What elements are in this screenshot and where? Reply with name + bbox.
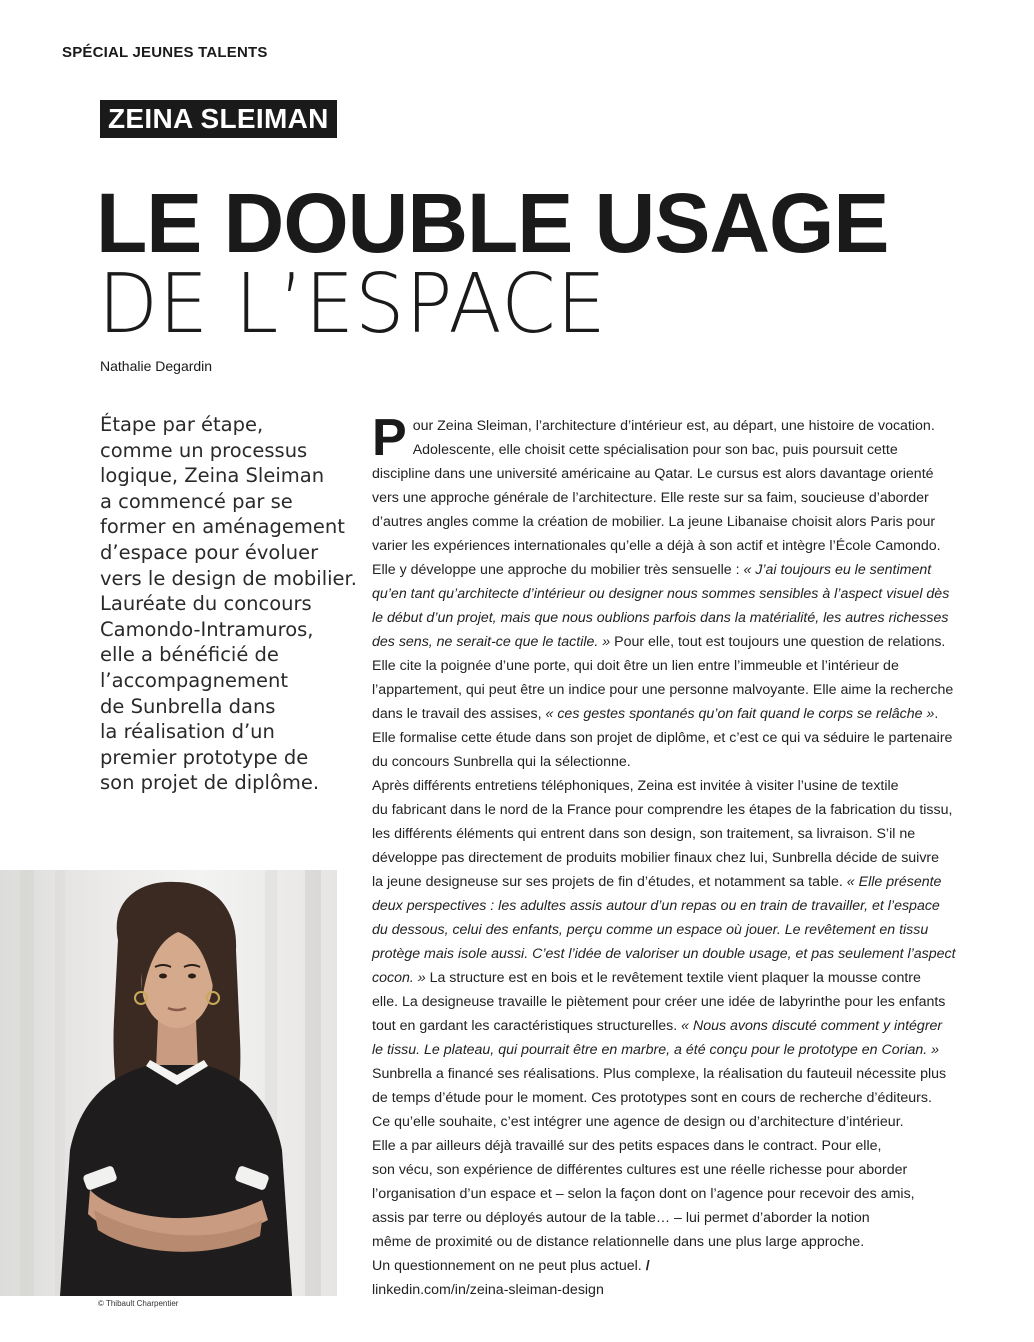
body-line: [372, 630, 962, 654]
body-text: du fabricant dans le nord de la France pour comprendre les étapes de la fabrication du tissu,: [372, 802, 953, 818]
body-text: discipline dans une université américaine au Qatar. Le cursus est alors davantage orienté: [372, 466, 934, 482]
body-line: [372, 558, 962, 582]
quote-text: protège mais isole aussi. C’est l’idée de valoriser un double usage, et pas seulement l’aspect: [372, 946, 956, 962]
lead-line: elle a bénéficié de: [100, 643, 279, 667]
lead-line: logique, Zeina Sleiman: [100, 464, 325, 488]
linkedin-link[interactable]: linkedin.com/in/zeina-sleiman-design: [372, 1282, 604, 1298]
body-text: Après différents entretiens téléphoniques, Zeina est invitée à visiter l’usine de textile: [372, 778, 899, 794]
article-body: [372, 409, 962, 1302]
body-line: [372, 654, 962, 678]
lead-line: la réalisation d’un: [100, 720, 275, 744]
lead-line: former en aménagement: [100, 515, 345, 539]
lead-line: Étape par étape,: [100, 413, 264, 436]
quote-text: du dessous, celui des enfants, perçu comme un espace où jouer. Le revêtement en tissu: [372, 922, 929, 938]
body-line: [372, 966, 962, 990]
quote-text: « Nous avons discuté comment y intégrer: [681, 1018, 943, 1034]
body-line: Adolescente, elle choisit cette spécialisation pour son bac, puis poursuit cette: [412, 442, 898, 458]
body-line: our Zeina Sleiman, l’architecture d’intérieur est, au départ, une histoire de vocation.: [412, 418, 935, 434]
body-line: [372, 606, 962, 630]
body-line: [372, 702, 962, 726]
body-line: [372, 1158, 962, 1182]
quote-text: « ces gestes spontanés qu’on fait quand le corps se relâche »: [545, 706, 935, 722]
lead-line: Lauréate du concours: [100, 592, 312, 616]
body-text: l’appartement, qui peut être un indice pour une personne malvoyante. Elle aime la recherche: [372, 682, 954, 698]
body-text: du concours Sunbrella qui la sélectionne.: [372, 754, 631, 770]
body-text: Elle cite la poignée d’une porte, qui doit être un lien entre l’immeuble et l’intérieur de: [372, 658, 899, 674]
headline-line-1: LE DOUBLE USAGE: [96, 176, 889, 270]
body-line: [372, 1014, 962, 1038]
body-text: Elle a par ailleurs déjà travaillé sur des petits espaces dans le contract. Pour elle,: [372, 1138, 882, 1154]
body-text: la jeune designeuse sur ses projets de fin d’études, et notamment sa table.: [372, 874, 847, 890]
body-line: [372, 1182, 962, 1206]
body-line: [372, 462, 962, 486]
body-line: [372, 1110, 962, 1134]
lead-line: vers le design de mobilier.: [100, 566, 357, 590]
body-text: de temps d’étude pour le moment. Ces prototypes sont en cours de recherche d’éditeurs.: [372, 1090, 932, 1106]
body-line: [372, 1254, 962, 1278]
body-text: même de proximité ou de distance relationnelle dans une plus large approche.: [372, 1234, 865, 1250]
body-text: vers une approche générale de l’architecture. Elle reste sur sa faim, soucieuse d’aborder: [372, 490, 929, 506]
body-line: [372, 678, 962, 702]
body-text: tout en gardant les caractéristiques structurelles.: [372, 1018, 682, 1034]
body-text: assis par terre ou déployés autour de la table… – lui permet d’aborder la notion: [372, 1210, 870, 1226]
portrait-photo: [0, 870, 337, 1296]
body-text: Elle formalise cette étude dans son projet de diplôme, et c’est ce qui va séduire le partenaire: [372, 730, 953, 746]
quote-text: deux perspectives : les adultes assis autour d’un repas ou en train de travailler, et l’espace: [372, 898, 940, 914]
lead-line: son projet de diplôme.: [100, 771, 320, 795]
body-line: [372, 750, 962, 774]
body-text: les différents éléments qui entrent dans son design, son traitement, sa livraison. S’il ne: [372, 826, 916, 842]
body-text: d’autres angles comme la création de mobilier. La jeune Libanaise choisit alors Paris pour: [372, 514, 936, 530]
body-line: [372, 510, 962, 534]
body-text: dans le travail des assises,: [372, 706, 546, 722]
body-line: [372, 846, 962, 870]
lead-line: Camondo-Intramuros,: [100, 617, 314, 641]
body-line: [372, 870, 962, 894]
lead-line: d’espace pour évoluer: [100, 540, 319, 564]
body-line: [372, 990, 962, 1014]
author-byline: Nathalie Degardin: [100, 358, 213, 374]
lead-line: de Sunbrella dans: [100, 694, 276, 718]
lead-line: a commencé par se: [100, 489, 293, 513]
body-line: [372, 1038, 962, 1062]
body-line: [372, 534, 962, 558]
name-tag: ZEINA SLEIMAN: [100, 100, 337, 138]
body-text: l’organisation d’un espace et – selon la façon dont on l’agence pour recevoir des amis,: [372, 1186, 915, 1202]
body-line: [372, 1086, 962, 1110]
headline-line-2: DE L’ESPACE: [98, 257, 607, 352]
body-line: [372, 918, 962, 942]
quote-text: des sens, ne serait-ce que le tactile. »: [372, 634, 611, 650]
body-line: [372, 1206, 962, 1230]
drop-cap: P: [372, 409, 407, 467]
portrait-illustration: [0, 870, 337, 1296]
body-line: [372, 1230, 962, 1254]
quote-text: cocon. »: [372, 970, 426, 986]
body-line: [372, 1134, 962, 1158]
body-line: [372, 822, 962, 846]
body-text: varier les expériences internationales qu’elle a déjà à son actif et intègre l’École Camondo.: [372, 538, 941, 554]
quote-text: « Elle présente: [846, 874, 942, 890]
photo-credit: © Thibault Charpentier: [98, 1299, 179, 1308]
quote-text: le début d’un projet, mais que nous oublions parfois dans la matérialité, les autres richesses: [372, 610, 949, 626]
quote-text: qu’en tant qu’architecte d’intérieur ou designer nous sommes sensibles à l’aspect visuel dès: [372, 586, 950, 602]
section-label: SPÉCIAL JEUNES TALENTS: [62, 44, 268, 61]
lead-line: l’accompagnement: [100, 668, 288, 692]
body-line: [372, 486, 962, 510]
body-text: .: [934, 706, 939, 722]
body-text: Un questionnement on ne peut plus actuel.: [372, 1258, 646, 1274]
body-line: [372, 726, 962, 750]
body-line: [372, 942, 962, 966]
body-line: [372, 894, 962, 918]
lead-paragraph: [100, 412, 357, 796]
body-line: [372, 1062, 962, 1086]
body-text: Pour elle, tout est toujours une question de relations.: [610, 634, 946, 650]
body-line: [372, 798, 962, 822]
body-text: Sunbrella a financé ses réalisations. Plus complexe, la réalisation du fauteuil nécessite plus: [372, 1066, 947, 1082]
body-text: elle. La designeuse travaille le piètement pour créer une idée de labyrinthe pour les enfants: [372, 994, 946, 1010]
body-text: développe pas directement de produits mobilier finaux chez lui, Sunbrella décide de suivre: [372, 850, 940, 866]
body-text: /: [645, 1258, 650, 1274]
body-text: La structure est en bois et le revêtement textile vient plaquer la mousse contre: [425, 970, 921, 986]
quote-text: le tissu. Le plateau, qui pourrait être en marbre, a été conçu pour le prototype en Corian. »: [372, 1042, 940, 1058]
body-line: [372, 582, 962, 606]
body-text: Elle y développe une approche du mobilier très sensuelle :: [372, 562, 744, 578]
lead-line: premier prototype de: [100, 745, 309, 769]
body-line: [372, 774, 962, 798]
body-text: Ce qu’elle souhaite, c’est intégrer une agence de design ou d’architecture d’intérieur.: [372, 1114, 904, 1130]
quote-text: « J’ai toujours eu le sentiment: [743, 562, 932, 578]
lead-line: comme un processus: [100, 438, 308, 462]
body-text: son vécu, son expérience de différentes cultures est une réelle richesse pour aborder: [372, 1162, 908, 1178]
